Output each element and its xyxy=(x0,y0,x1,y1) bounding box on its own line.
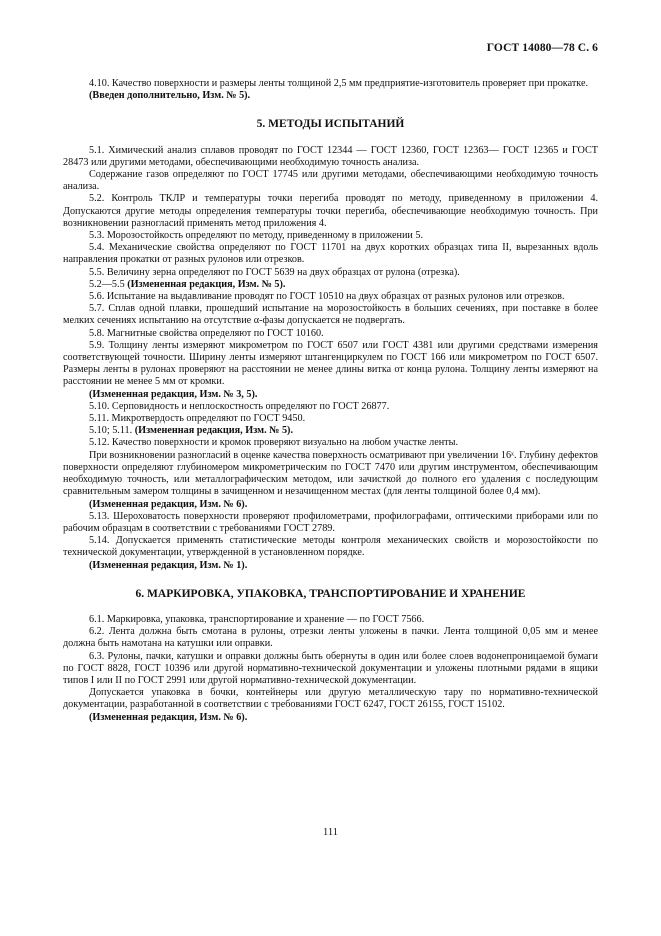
paragraph xyxy=(63,230,598,242)
paragraph xyxy=(63,425,598,437)
paragraph-text: 5.2—5.5 xyxy=(89,278,128,290)
paragraph-text: 5.1. Химический анализ сплавов проводят по ГОСТ 12344 — ГОСТ 12360, ГОСТ 12363— ГОСТ 12365 и ГОСТ 28473 или другими методами, обеспечивающими необходимую точность анализа. xyxy=(63,144,598,168)
paragraph-text: 5.12. Качество поверхности и кромок проверяют визуально на любом участке ленты. xyxy=(89,437,459,449)
paragraph-text: 5.14. Допускается применять статистические методы контроля механических свойств и морозостойкости по технической документации, утвержденной в установленном порядке. xyxy=(63,535,598,559)
paragraph xyxy=(63,193,598,230)
paragraph-text: 4.10. Качество поверхности и размеры ленты толщиной 2,5 мм предприятие-изготовитель проверяет при прокатке. xyxy=(89,78,589,89)
paragraph-text: 5.13. Шероховатость поверхности проверяют профилометрами, профилографами, оптическими приборами или по рабочим образцам в соответствии с требованиями ГОСТ 2789. xyxy=(63,510,598,534)
paragraph xyxy=(63,626,598,650)
document-body xyxy=(63,78,598,724)
paragraph xyxy=(63,511,598,535)
paragraph xyxy=(63,169,598,193)
paragraph-text: 6.3. Рулоны, пачки, катушки и оправки должны быть обернуты в один или более слоев водонепроницаемой бумаги по ГОСТ 8828, ГОСТ 10396 или другой нормативно-технической документации и уложены плотными рядами в ящики типов I или II по ГОСТ 2991 или другой нормативно-технической документации. xyxy=(63,650,598,686)
paragraph xyxy=(63,340,598,389)
amendment-note: (Измененная редакция, Изм. № 3, 5). xyxy=(89,388,258,400)
paragraph xyxy=(63,651,598,688)
paragraph xyxy=(63,413,598,425)
amendment-note: (Измененная редакция, Изм. № 1). xyxy=(89,559,248,571)
paragraph xyxy=(63,279,598,291)
page-header: ГОСТ 14080—78 С. 6 xyxy=(486,42,598,54)
paragraph-text: 6.1. Маркировка, упаковка, транспортирование и хранение — по ГОСТ 7566. xyxy=(89,613,425,625)
section-heading: 6. МАРКИРОВКА, УПАКОВКА, ТРАНСПОРТИРОВАНИЕ И ХРАНЕНИЕ xyxy=(135,587,526,600)
paragraph-text: 5.4. Механические свойства определяют по ГОСТ 11701 на двух коротких образцах типа II, вырезанных вдоль направления прокатки от разных рулонов или отрезков. xyxy=(63,242,598,266)
paragraph-text: 5.5. Величину зерна определяют по ГОСТ 5639 на двух образцах от рулона (отрезка). xyxy=(89,266,460,278)
amendment-note: (Измененная редакция, Изм. № 5). xyxy=(134,425,293,437)
paragraph xyxy=(63,291,598,303)
paragraph-text: 5.8. Магнитные свойства определяют по ГОСТ 10160. xyxy=(89,327,324,339)
paragraph-text: Допускается упаковка в бочки, контейнеры или другую металлическую тару по нормативно-технической документации, разработанной в соответствии с требованиями ГОСТ 6247, ГОСТ 26155, ГОСТ 15102. xyxy=(63,687,598,711)
paragraph xyxy=(63,535,598,559)
paragraph-text: 5.11. Микротвердость определяют по ГОСТ 9450. xyxy=(89,413,306,425)
paragraph xyxy=(63,614,598,626)
page-number: 111 xyxy=(323,827,338,838)
paragraph xyxy=(63,437,598,449)
paragraph-text: 5.6. Испытание на выдавливание проводят по ГОСТ 10510 на двух образцах от разных рулонов или отрезков. xyxy=(89,291,565,303)
paragraph-text: 5.10; 5.11. xyxy=(89,425,135,437)
paragraph xyxy=(63,303,598,327)
paragraph-text: При возникновении разногласий в оценке качества поверхность осматривают при увеличении 16ˣ. Глубину дефектов поверхности определяют глубиномером микрометрическим по ГОСТ 7470 или другим инструментом, обеспечивающим необходимую точность, или металлографическим методом, или зачисткой до полного его удаления с последующим сравнительным замером толщины в зачищенном и незачищенном местах (для ленты толщиной более 0,4 мм). xyxy=(63,449,598,498)
amendment-note: (Введен дополнительно, Изм. № 5). xyxy=(89,90,251,102)
paragraph xyxy=(63,267,598,279)
amendment-note: (Измененная редакция, Изм. № 6). xyxy=(89,711,248,723)
paragraph-text: 5.2. Контроль ТКЛР и температуры точки перегиба проводят по методу, приведенному в приложении 4. Допускаются другие методы определения температуры точки перегиба, обеспечивающие необходимую точность. При возникновении разногласий применять метод приложения 4. xyxy=(63,193,598,229)
paragraph xyxy=(63,145,598,169)
paragraph xyxy=(63,242,598,266)
paragraph-text: 6.2. Лента должна быть смотана в рулоны, отрезки ленты уложены в пачки. Лента толщиной 0,05 мм и менее должна быть намотана на катушки или оправки. xyxy=(63,626,598,650)
section-heading: 5. МЕТОДЫ ИСПЫТАНИЙ xyxy=(256,118,405,131)
paragraph-text: 5.7. Сплав одной плавки, прошедший испытание на морозостойкость в больших сечениях, при поставке в более мелких сечениях испытанию на отсутствие α-фазы допускается не подвергать. xyxy=(63,303,598,327)
amendment-note: (Измененная редакция, Изм. № 5). xyxy=(127,278,286,290)
paragraph-text: 5.9. Толщину ленты измеряют микрометром по ГОСТ 6507 или ГОСТ 4381 или другими средствами измерения соответствующей точности. Ширину ленты измеряют штангенциркулем по ГОСТ 166 или микрометром по ГОСТ 6507. Размеры ленты в рулонах проверяют на расстоянии не менее длины витка от конца рулона. Толщину ленты измеряют на расстоянии не менее 5 мм от кромки. xyxy=(63,339,598,388)
paragraph xyxy=(63,450,598,499)
paragraph xyxy=(63,687,598,711)
paragraph-text: 5.10. Серповидность и неплоскостность определяют по ГОСТ 26877. xyxy=(89,400,390,412)
paragraph xyxy=(63,401,598,413)
paragraph-text: Содержание газов определяют по ГОСТ 17745 или другими методами, обеспечивающими необходимую точность анализа. xyxy=(63,169,598,193)
paragraph xyxy=(63,328,598,340)
paragraph xyxy=(63,78,598,90)
amendment-note: (Измененная редакция, Изм. № 6). xyxy=(89,498,248,510)
paragraph-text: 5.3. Морозостойкость определяют по методу, приведенному в приложении 5. xyxy=(89,230,424,242)
